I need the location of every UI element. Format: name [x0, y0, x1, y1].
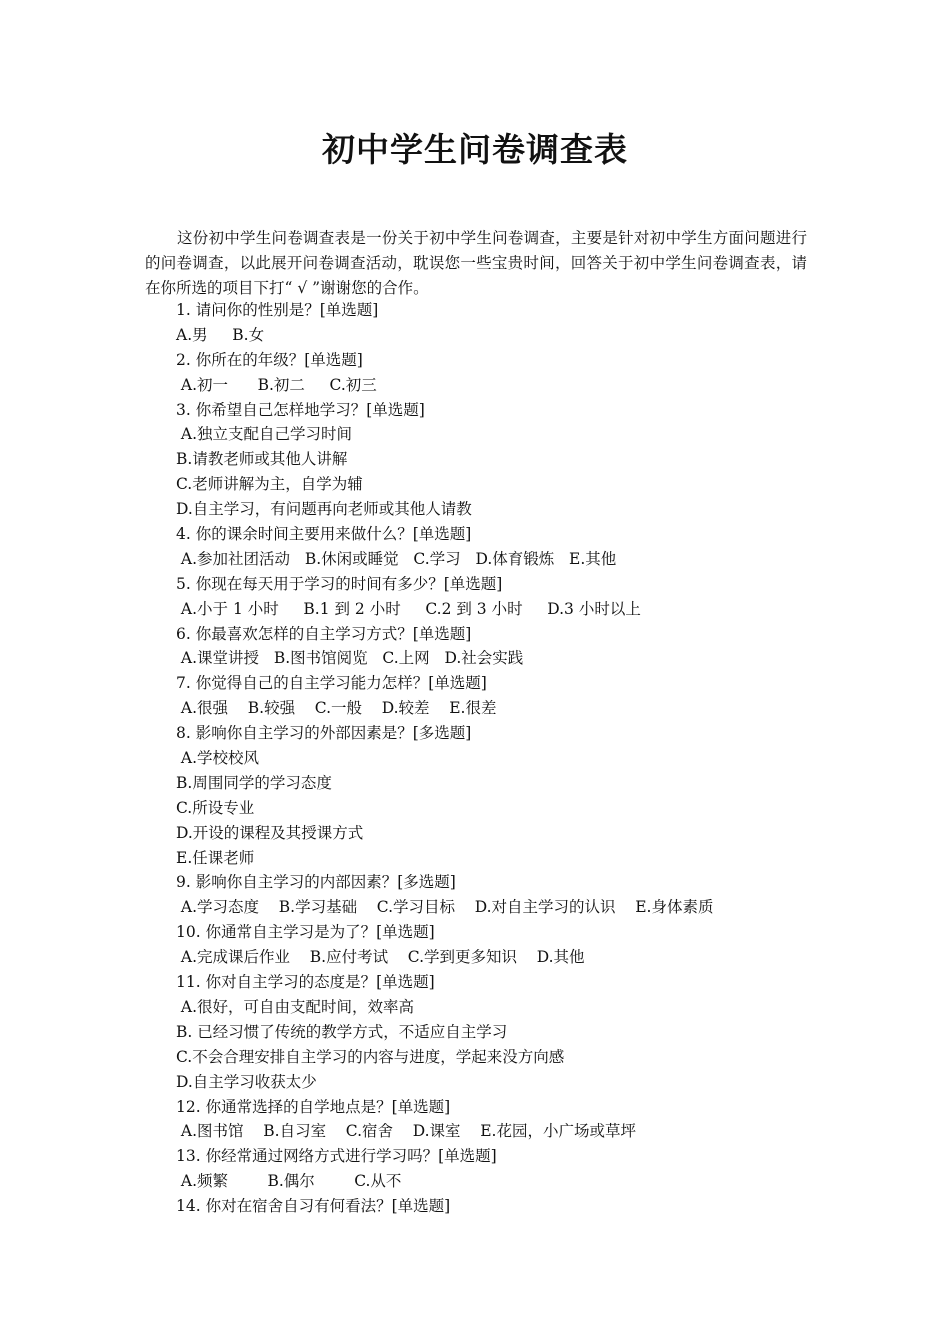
question-8: 8. 影响你自主学习的外部因素是？[多选题] [176, 724, 472, 743]
question-3-option-d: D.自主学习，有问题再向老师或其他人请教 [176, 500, 472, 519]
question-3-option-c: C.老师讲解为主，自学为辅 [176, 475, 363, 494]
question-6: 6. 你最喜欢怎样的自主学习方式？[单选题] [176, 624, 472, 643]
question-5-options: A.小于 1 小时 B.1 到 2 小时 C.2 到 3 小时 D.3 小时以上 [176, 599, 641, 618]
question-7-options: A.很强 B.较强 C.一般 D.较差 E.很差 [176, 699, 497, 718]
question-3-option-b: B.请教老师或其他人讲解 [176, 450, 348, 469]
question-9: 9. 影响你自主学习的内部因素？[多选题] [176, 873, 456, 892]
question-2-options: A.初一 B.初二 C.初三 [176, 375, 377, 394]
question-5: 5. 你现在每天用于学习的时间有多少？[单选题] [176, 574, 503, 593]
question-8-option-d: D.开设的课程及其授课方式 [176, 823, 364, 842]
question-13: 13. 你经常通过网络方式进行学习吗？[单选题] [176, 1147, 497, 1166]
question-11-option-d: D.自主学习收获太少 [176, 1072, 317, 1091]
question-9-options: A.学习态度 B.学习基础 C.学习目标 D.对自主学习的认识 E.身体素质 [176, 898, 714, 917]
question-list [176, 298, 816, 1219]
question-4-options: A.参加社团活动 B.休闲或睡觉 C.学习 D.体育锻炼 E.其他 [176, 549, 617, 568]
question-3-option-a: A.独立支配自己学习时间 [176, 425, 353, 444]
question-12: 12. 你通常选择的自学地点是？[单选题] [176, 1097, 451, 1116]
question-8-option-a: A.学校校风 [176, 749, 260, 768]
question-8-option-e: E.任课老师 [176, 848, 255, 867]
question-11: 11. 你对自主学习的态度是？[单选题] [176, 973, 435, 992]
question-3: 3. 你希望自己怎样地学习？[单选题] [176, 400, 425, 419]
question-10-options: A.完成课后作业 B.应付考试 C.学到更多知识 D.其他 [176, 948, 585, 967]
question-11-option-c: C.不会合理安排自主学习的内容与进度，学起来没方向感 [176, 1047, 565, 1066]
question-8-option-b: B.周围同学的学习态度 [176, 773, 332, 792]
question-6-options: A.课堂讲授 B.图书馆阅览 C.上网 D.社会实践 [176, 649, 524, 668]
intro-paragraph: 这份初中学生问卷调查表是一份关于初中学生问卷调查，主要是针对初中学生方面问题进行的问卷调查，以此展开问卷调查活动，耽误您一些宝贵时间，回答关于初中学生问卷调查表，请在你所选的项目下打“ √ ”谢谢您的合作。 [145, 229, 807, 297]
question-11-option-b: B. 已经习惯了传统的教学方式，不适应自主学习 [176, 1022, 508, 1041]
question-13-options: A.频繁 B.偶尔 C.从不 [176, 1172, 402, 1191]
question-12-options: A.图书馆 B.自习室 C.宿舍 D.课室 E.花园，小广场或草坪 [176, 1122, 636, 1141]
question-1-options: A.男 B.女 [176, 325, 265, 344]
question-7: 7. 你觉得自己的自主学习能力怎样？[单选题] [176, 674, 487, 693]
document-title: 初中学生问卷调查表 [322, 130, 628, 169]
question-8-option-c: C.所设专业 [176, 798, 255, 817]
question-14: 14. 你对在宿舍自习有何看法？[单选题] [176, 1197, 451, 1216]
question-10: 10. 你通常自主学习是为了？[单选题] [176, 923, 435, 942]
question-1: 1. 请问你的性别是？[单选题] [176, 301, 379, 319]
question-2: 2. 你所在的年级？[单选题] [176, 350, 363, 369]
question-11-option-a: A.很好，可自由支配时间，效率高 [176, 997, 415, 1016]
question-4: 4. 你的课余时间主要用来做什么？[单选题] [176, 525, 472, 544]
